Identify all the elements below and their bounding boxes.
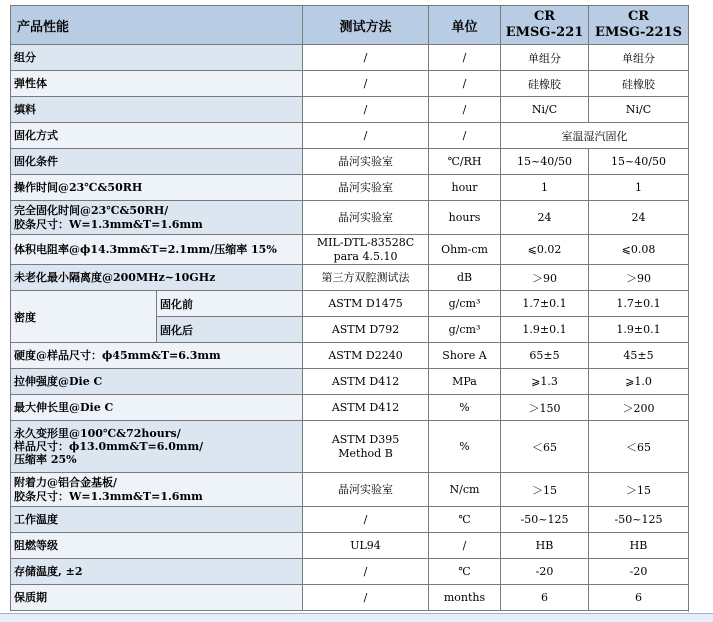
table-row (11, 97, 689, 123)
value-221s-cell: 15~40/50 (589, 149, 689, 175)
value-221s-cell: Ni/C (589, 97, 689, 123)
property-label: 保质期 (11, 585, 303, 611)
test-method-cell: / (303, 123, 429, 149)
value-221s-cell: ＞90 (589, 265, 689, 291)
value-221-cell: ＜65 (501, 421, 589, 473)
table-row (11, 45, 689, 71)
property-label: 弹性体 (11, 71, 303, 97)
table-row (11, 507, 689, 533)
header-product-221s: CR EMSG-221S (589, 6, 689, 45)
test-method-cell: 晶河实验室 (303, 149, 429, 175)
bottom-divider (0, 613, 713, 614)
property-group-label: 密度 (11, 291, 157, 343)
value-221-cell: Ni/C (501, 97, 589, 123)
value-221-cell: ＞90 (501, 265, 589, 291)
value-221-cell: ⩽0.02 (501, 235, 589, 265)
value-221s-cell: ＜65 (589, 421, 689, 473)
property-label: 未老化最小隔离度@200MHz~10GHz (11, 265, 303, 291)
test-method-cell: ASTM D1475 (303, 291, 429, 317)
test-method-cell: ASTM D395 Method B (303, 421, 429, 473)
test-method-cell: 晶河实验室 (303, 175, 429, 201)
value-221s-cell: ＞200 (589, 395, 689, 421)
test-method-cell: / (303, 71, 429, 97)
test-method-cell: ASTM D2240 (303, 343, 429, 369)
merged-value-cell: 室温湿汽固化 (501, 123, 689, 149)
unit-cell: hour (429, 175, 501, 201)
property-label: 附着力@铝合金基板/ 胶条尺寸：W=1.3mm&T=1.6mm (11, 473, 303, 507)
table-row (11, 473, 689, 507)
header-product-221: CR EMSG-221 (501, 6, 589, 45)
unit-cell: / (429, 97, 501, 123)
value-221s-cell: 1.7±0.1 (589, 291, 689, 317)
property-label: 固化方式 (11, 123, 303, 149)
table-header-row (11, 6, 689, 45)
table-row (11, 533, 689, 559)
property-label: 工作温度 (11, 507, 303, 533)
test-method-cell: MIL-DTL-83528C para 4.5.10 (303, 235, 429, 265)
value-221-cell: 24 (501, 201, 589, 235)
test-method-cell: / (303, 97, 429, 123)
table-row (11, 343, 689, 369)
table-row (11, 175, 689, 201)
unit-cell: ℃/RH (429, 149, 501, 175)
test-method-cell: / (303, 507, 429, 533)
test-method-cell: ASTM D412 (303, 395, 429, 421)
test-method-cell: ASTM D412 (303, 369, 429, 395)
value-221s-cell: ⩽0.08 (589, 235, 689, 265)
table-row (11, 71, 689, 97)
value-221-cell: ＞150 (501, 395, 589, 421)
unit-cell: hours (429, 201, 501, 235)
value-221s-cell: 6 (589, 585, 689, 611)
property-label: 阻燃等级 (11, 533, 303, 559)
property-label: 完全固化时间@23℃&50RH/ 胶条尺寸：W=1.3mm&T=1.6mm (11, 201, 303, 235)
value-221-cell: -50~125 (501, 507, 589, 533)
value-221-cell: 1.7±0.1 (501, 291, 589, 317)
unit-cell: % (429, 421, 501, 473)
value-221-cell: 65±5 (501, 343, 589, 369)
value-221-cell: -20 (501, 559, 589, 585)
property-label: 拉伸强度@Die C (11, 369, 303, 395)
table-row (11, 369, 689, 395)
header-test-method: 测试方法 (303, 6, 429, 45)
value-221-cell: 单组分 (501, 45, 589, 71)
unit-cell: Ohm-cm (429, 235, 501, 265)
property-label: 固化条件 (11, 149, 303, 175)
value-221s-cell: 1 (589, 175, 689, 201)
window-bottom-bar (0, 613, 713, 622)
table-row (11, 421, 689, 473)
product-spec-table (10, 5, 689, 611)
value-221s-cell: -50~125 (589, 507, 689, 533)
value-221s-cell: 45±5 (589, 343, 689, 369)
header-unit: 单位 (429, 6, 501, 45)
value-221-cell: ⩾1.3 (501, 369, 589, 395)
property-label: 体积电阻率@ϕ14.3mm&T=2.1mm/压缩率 15% (11, 235, 303, 265)
table-row (11, 201, 689, 235)
value-221-cell: ＞15 (501, 473, 589, 507)
unit-cell: / (429, 533, 501, 559)
property-label: 填料 (11, 97, 303, 123)
property-label: 操作时间@23℃&50RH (11, 175, 303, 201)
table-row (11, 149, 689, 175)
value-221s-cell: 24 (589, 201, 689, 235)
table-row (11, 585, 689, 611)
test-method-cell: 第三方双腔测试法 (303, 265, 429, 291)
value-221s-cell: HB (589, 533, 689, 559)
table-row (11, 235, 689, 265)
test-method-cell: ASTM D792 (303, 317, 429, 343)
test-method-cell: UL94 (303, 533, 429, 559)
value-221s-cell: 硅橡胶 (589, 71, 689, 97)
value-221-cell: 1.9±0.1 (501, 317, 589, 343)
unit-cell: months (429, 585, 501, 611)
unit-cell: MPa (429, 369, 501, 395)
test-method-cell: / (303, 45, 429, 71)
test-method-cell: / (303, 585, 429, 611)
unit-cell: / (429, 45, 501, 71)
unit-cell: / (429, 71, 501, 97)
unit-cell: dB (429, 265, 501, 291)
table-row (11, 291, 689, 317)
table-row (11, 395, 689, 421)
property-label: 永久变形里@100℃&72hours/ 样品尺寸：ϕ13.0mm&T=6.0mm/ 压缩率 25% (11, 421, 303, 473)
unit-cell: N/cm (429, 473, 501, 507)
property-label: 最大伸长里@Die C (11, 395, 303, 421)
unit-cell: g/cm³ (429, 317, 501, 343)
value-221-cell: 15~40/50 (501, 149, 589, 175)
unit-cell: % (429, 395, 501, 421)
unit-cell: / (429, 123, 501, 149)
unit-cell: Shore A (429, 343, 501, 369)
property-sub-label: 固化后 (157, 317, 303, 343)
test-method-cell: / (303, 559, 429, 585)
test-method-cell: 晶河实验室 (303, 473, 429, 507)
property-label: 硬度@样品尺寸：ϕ45mm&T=6.3mm (11, 343, 303, 369)
value-221-cell: 1 (501, 175, 589, 201)
unit-cell: ℃ (429, 559, 501, 585)
header-property: 产品性能 (11, 6, 303, 45)
value-221-cell: 6 (501, 585, 589, 611)
value-221s-cell: ⩾1.0 (589, 369, 689, 395)
value-221-cell: HB (501, 533, 589, 559)
table-row (11, 123, 689, 149)
table-row (11, 265, 689, 291)
value-221-cell: 硅橡胶 (501, 71, 589, 97)
value-221s-cell: 1.9±0.1 (589, 317, 689, 343)
test-method-cell: 晶河实验室 (303, 201, 429, 235)
property-sub-label: 固化前 (157, 291, 303, 317)
property-label: 存储温度, ±2 (11, 559, 303, 585)
unit-cell: ℃ (429, 507, 501, 533)
table-row (11, 559, 689, 585)
value-221s-cell: ＞15 (589, 473, 689, 507)
unit-cell: g/cm³ (429, 291, 501, 317)
value-221s-cell: 单组分 (589, 45, 689, 71)
property-label: 组分 (11, 45, 303, 71)
value-221s-cell: -20 (589, 559, 689, 585)
